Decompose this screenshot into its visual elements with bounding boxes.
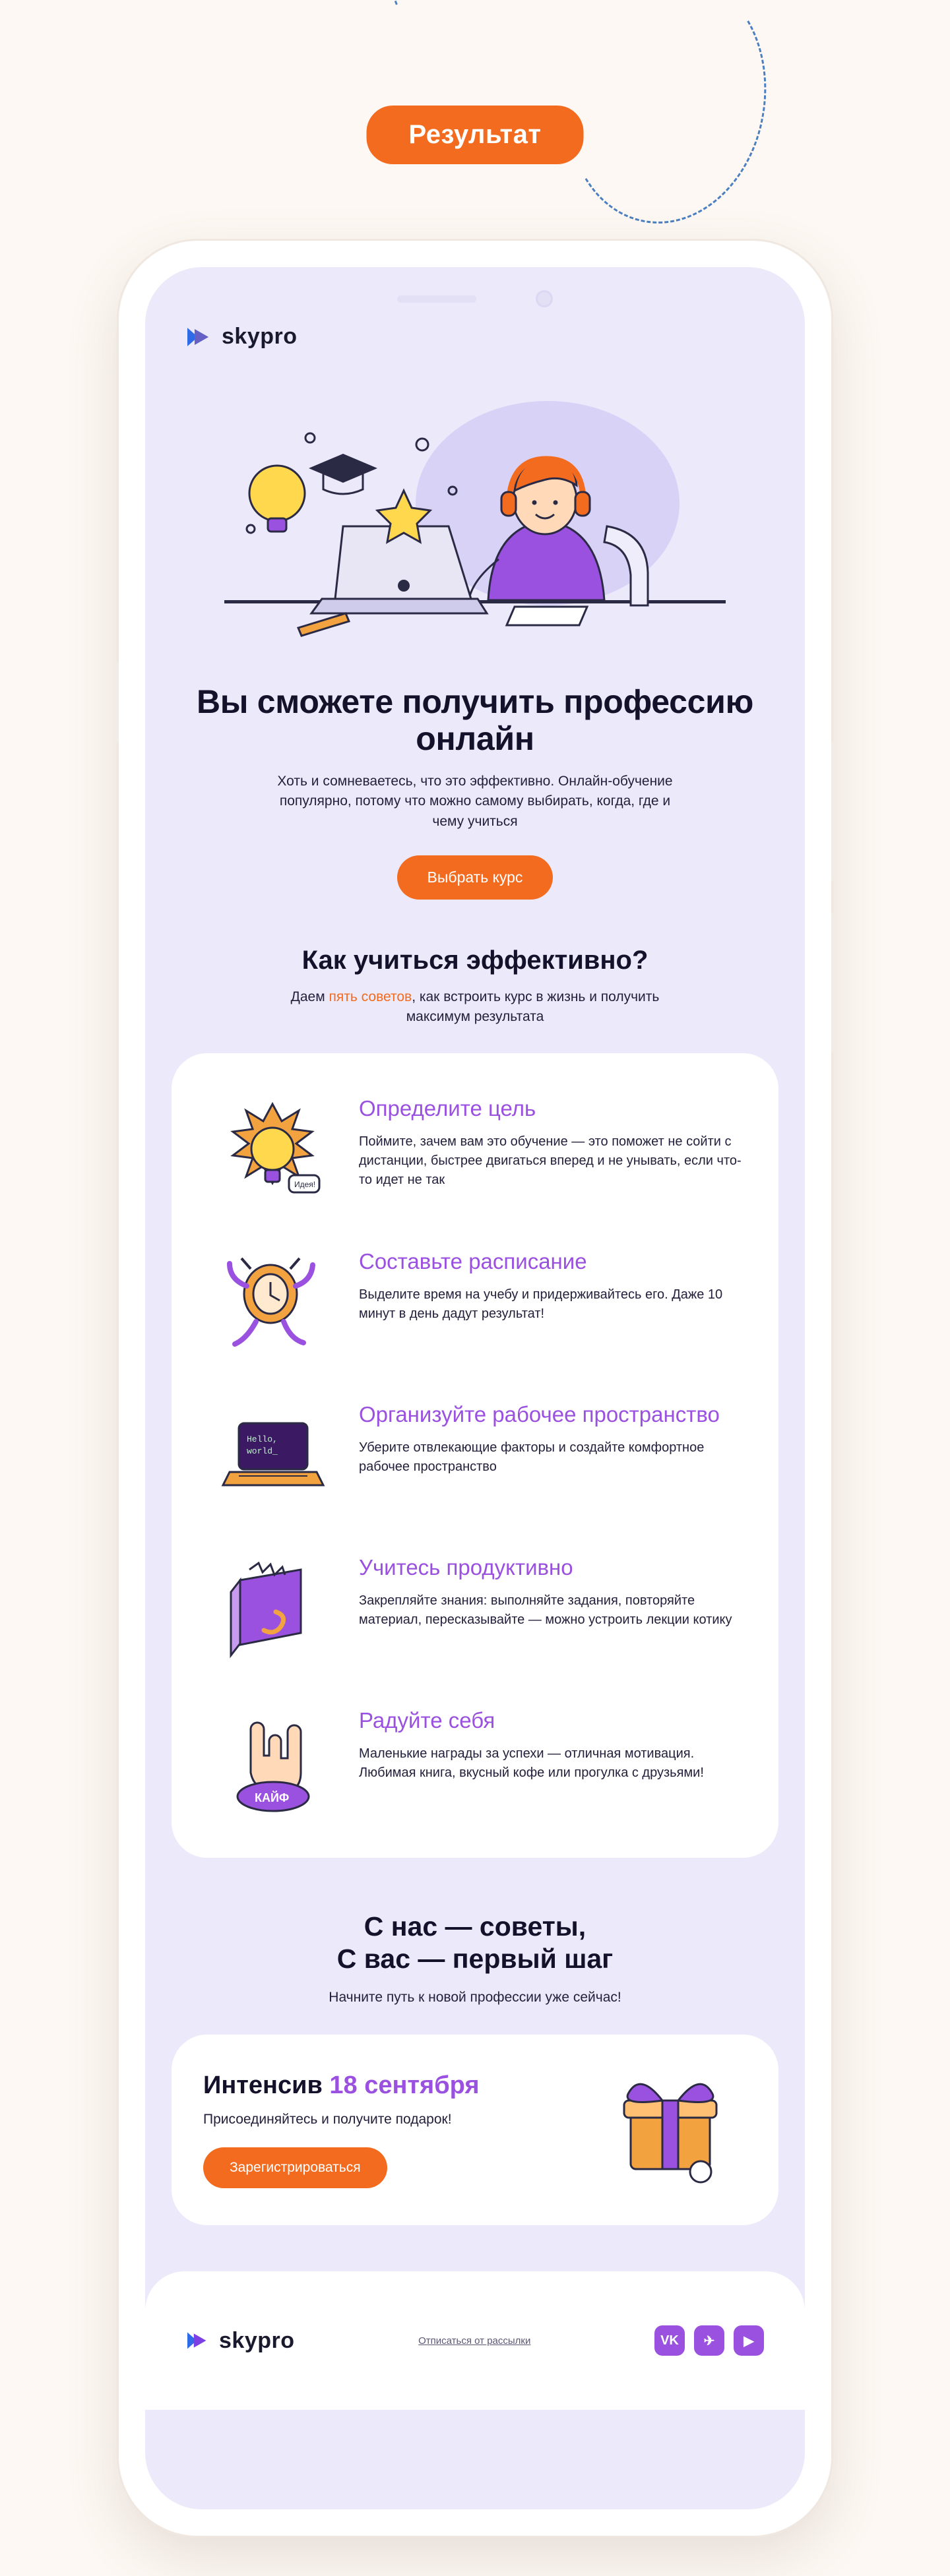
- tips-section-title: Как учиться эффективно?: [301, 946, 649, 975]
- promo-text: Присоединяйтесь и получите подарок!: [203, 2112, 452, 2128]
- front-camera-icon: [536, 290, 553, 307]
- youtube-icon[interactable]: ▶: [734, 2325, 764, 2356]
- tip-title: Организуйте рабочее пространство: [359, 1401, 720, 1426]
- tip-text: Маленькие награды за успехи — отличная мотивация. Любимая книга, вкусный кофе или прогулка с друзьями!: [359, 1746, 704, 1780]
- phone-screen: [145, 267, 805, 2509]
- promo-title: [203, 2071, 480, 2100]
- tips-sub-prefix: Даем: [290, 989, 329, 1005]
- tip-item: [203, 1701, 747, 1820]
- tip-title: Радуйте себя: [359, 1707, 495, 1733]
- tip-text: Поймите, зачем вам это обучение — это поможет не сойти с дистанции, быстрее двигаться вперед и не унывать, если что-то идет не так: [359, 1134, 742, 1187]
- hero-subtext: Хоть и сомневаетесь, что это эффективно. Онлайн-обучение популярно, потому что можно самому выбирать, когда, где и чему учиться: [277, 774, 673, 829]
- tips-section-subtitle: [277, 987, 673, 1027]
- earpiece-speaker: [397, 295, 476, 303]
- tip-text: Уберите отвлекающие факторы и создайте комфортное рабочее пространство: [359, 1440, 705, 1474]
- tip-item: [203, 1395, 747, 1514]
- phone-notch: [145, 286, 805, 312]
- closing-line-1: С нас — советы,: [364, 1911, 586, 1942]
- laptop-hello-world-icon: [203, 1395, 342, 1514]
- svg-text:world_: world_: [247, 1446, 278, 1456]
- vk-icon[interactable]: VK: [654, 2325, 685, 2356]
- result-badge: Результат: [367, 106, 584, 164]
- tips-card: [172, 1053, 778, 1858]
- svg-text:КАЙФ: КАЙФ: [255, 1791, 290, 1804]
- tips-sub-suffix: , как встроить курс в жизнь и получить максимум результата: [406, 989, 660, 1025]
- svg-text:Идея!: Идея!: [294, 1179, 316, 1189]
- choose-course-button[interactable]: Выбрать курс: [397, 855, 554, 900]
- tip-text: Закрепляйте знания: выполняйте задания, повторяйте материал, пересказывайте — можно устроить лекции котику: [359, 1593, 732, 1627]
- unsubscribe-link[interactable]: Отписаться от рассылки: [418, 2335, 531, 2346]
- closing-subtext: Начните путь к новой профессии уже сейчас!: [329, 1990, 621, 2006]
- email-footer: [145, 2271, 805, 2410]
- phone-side-button: [831, 913, 836, 1052]
- brand-name: skypro: [222, 324, 298, 349]
- tip-title: Составьте расписание: [359, 1248, 587, 1273]
- register-button[interactable]: Зарегистрироваться: [203, 2147, 387, 2188]
- footer-brand-name: skypro: [219, 2327, 295, 2353]
- skypro-play-logo-icon: [186, 325, 212, 349]
- rock-hand-icon: [203, 1701, 342, 1820]
- closing-heading: [145, 1911, 805, 1975]
- closing-line-2: С вас — первый шаг: [336, 1944, 614, 1975]
- lightbulb-sun-icon: [203, 1089, 342, 1208]
- tip-title: Определите цель: [359, 1095, 536, 1120]
- footer-logo: [186, 2328, 295, 2354]
- tip-item: [203, 1089, 747, 1208]
- alarm-clock-icon: [203, 1242, 342, 1361]
- telegram-icon[interactable]: ✈: [694, 2325, 724, 2356]
- tip-item: [203, 1242, 747, 1361]
- hero-headline: Вы сможете получить профессию онлайн: [196, 683, 753, 757]
- book-with-bookmark-icon: [203, 1548, 342, 1667]
- phone-power-button: [831, 742, 836, 880]
- promo-date: 18 сентября: [329, 2071, 480, 2100]
- svg-text:Hello,: Hello,: [247, 1434, 278, 1444]
- gift-box-icon: [602, 2069, 747, 2191]
- email-body: [145, 267, 805, 2410]
- promo-title-prefix: Интенсив: [203, 2071, 330, 2100]
- tip-title: Учитесь продуктивно: [359, 1554, 573, 1579]
- phone-volume-button: [114, 663, 119, 742]
- tips-sub-accent[interactable]: пять советов: [329, 989, 412, 1005]
- promo-card: [172, 2035, 778, 2225]
- skypro-play-logo-icon: [186, 2330, 210, 2351]
- tip-item: [203, 1548, 747, 1667]
- phone-mockup: [119, 241, 831, 2536]
- hero-illustration: [145, 361, 805, 671]
- social-links: [654, 2325, 764, 2356]
- tip-text: Выделите время на учебу и придерживайтесь его. Даже 10 минут в день дадут результат!: [359, 1287, 723, 1321]
